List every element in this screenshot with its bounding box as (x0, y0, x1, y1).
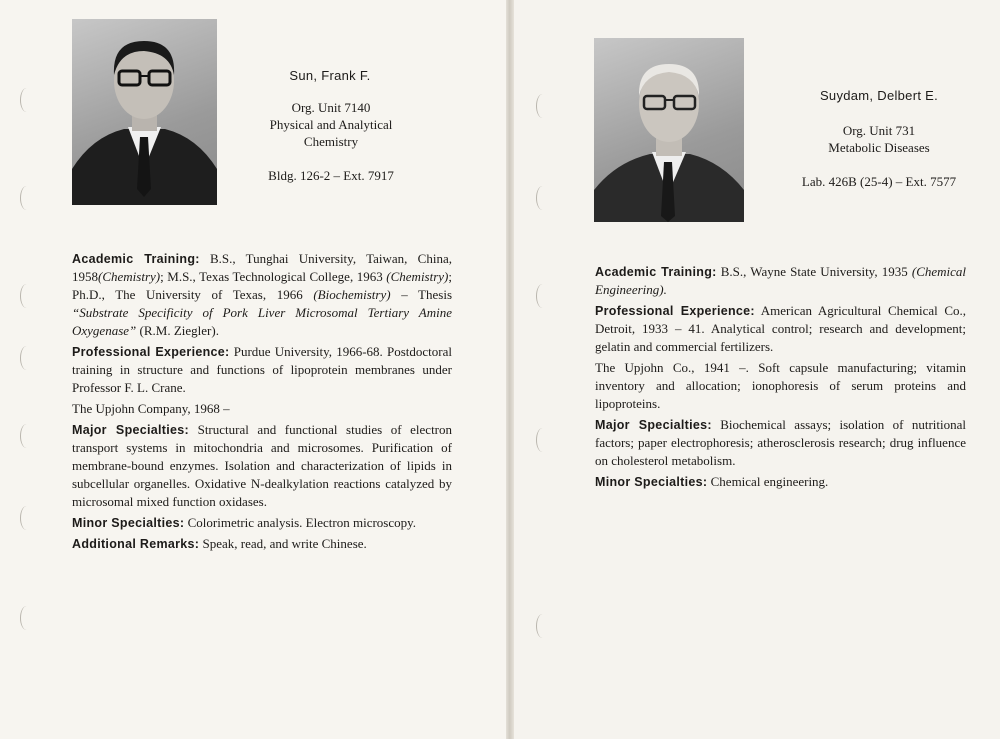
contact-info (236, 99, 426, 184)
academic-training: Academic Training: B.S., Wayne State University, 1935 (Chemical Engineering). (595, 264, 967, 297)
biography (595, 263, 966, 494)
binder-hole (20, 346, 33, 370)
binder-hole (536, 186, 549, 210)
binder-hole (536, 94, 549, 118)
professional-experience: Professional Experience: Purdue University, 1966-68. Postdoctoral training in structure and functions of lipoprotein membranes under Professor F. L. Crane. (72, 344, 452, 395)
binder-hole (20, 606, 33, 630)
section-label: Professional Experience: (595, 304, 755, 318)
contact-info (776, 122, 982, 190)
company-history: The Upjohn Company, 1968 – (72, 401, 230, 416)
biography (72, 250, 452, 556)
section-label: Academic Training: (595, 265, 717, 279)
section-label: Major Specialties: (72, 423, 190, 437)
location: Bldg. 126-2 – Ext. 7917 (268, 168, 394, 183)
binder-hole (20, 88, 33, 112)
binder-hole (20, 424, 33, 448)
portrait-photo (594, 38, 744, 222)
binder-hole (536, 284, 549, 308)
page-gutter (506, 0, 514, 739)
major-specialties: Major Specialties: Structural and functional studies of electron transport systems in mitochondria and microsomes. Purification of membrane-bound enzymes. Isolation and characterization of lipids in subcellular organelles. Oxidative N-dealkylation reactions catalyzed by microsomal mixed function oxidases. (72, 422, 453, 509)
portrait-figure-icon (594, 38, 744, 222)
section-label: Major Specialties: (595, 418, 712, 432)
department: Chemistry (303, 134, 359, 149)
org-unit: Org. Unit 7140 (291, 100, 371, 115)
portrait-photo (72, 19, 217, 205)
section-label: Academic Training: (72, 252, 200, 266)
major-specialties: Major Specialties: Biochemical assays; isolation of nutritional factors; paper electrophoresis; atherosclerosis research; drug influence on cholesterol metabolism. (595, 417, 967, 468)
binder-hole (20, 284, 33, 308)
binder-hole (20, 506, 33, 530)
section-label: Minor Specialties: (72, 516, 185, 530)
minor-specialties: Minor Specialties: Chemical engineering. (595, 474, 829, 489)
section-label: Minor Specialties: (595, 475, 708, 489)
right-page (514, 0, 1000, 739)
minor-specialties: Minor Specialties: Colorimetric analysis. Electron microscopy. (72, 515, 417, 530)
binder-hole (536, 614, 549, 638)
section-label: Additional Remarks: (72, 537, 200, 551)
person-name: Suydam, Delbert E. (819, 88, 939, 103)
professional-experience: Professional Experience: American Agricultural Chemical Co., Detroit, 1933 – 41. Analytical control; research and development; gelatin and commercial fertilizers. (595, 303, 966, 354)
person-name: Sun, Frank F. (289, 68, 371, 83)
binder-hole (536, 428, 549, 452)
location: Lab. 426B (25-4) – Ext. 7577 (801, 174, 957, 189)
department: Physical and Analytical (269, 117, 393, 132)
section-label: Professional Experience: (72, 345, 230, 359)
academic-training: Academic Training: B.S., Tunghai University, Taiwan, China, 1958(Chemistry); M.S., Texas Technological College, 1963 (Chemistry); Ph.D., The University of Texas, 1966 (Biochemistry) – Thesis “Substrate Specificity of Pork Liver Microsomal Tertiary Amine Oxygenase” (R.M. Ziegler). (72, 251, 453, 338)
company-history: The Upjohn Co., 1941 –. Soft capsule manufacturing; vitamin inventory and allocation; ionophoresis of serum proteins and lipoproteins. (595, 360, 966, 411)
additional-remarks: Additional Remarks: Speak, read, and write Chinese. (72, 536, 367, 551)
portrait-figure-icon (72, 19, 217, 205)
department: Metabolic Diseases (828, 140, 930, 155)
binder-hole (20, 186, 33, 210)
org-unit: Org. Unit 731 (842, 123, 916, 138)
